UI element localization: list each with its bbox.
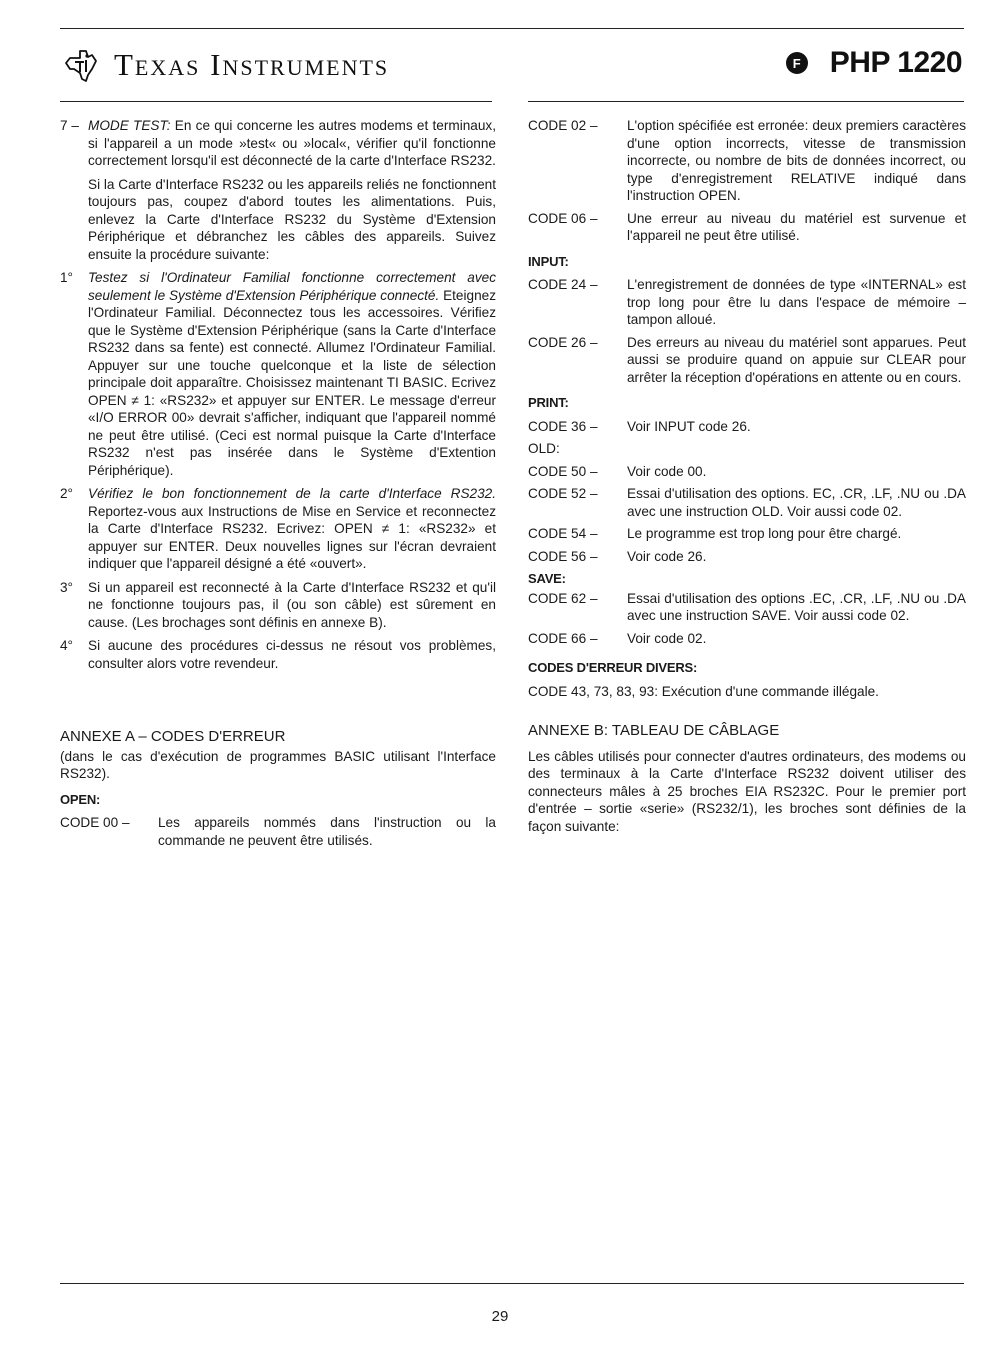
step-2-text (88, 485, 496, 573)
step-1-number: 1° (60, 270, 73, 285)
open-heading: OPEN: (60, 791, 101, 807)
language-badge: F (786, 52, 808, 74)
step-2-lead: Vérifiez le bon fonctionnement de la carte d'Interface RS232. (88, 486, 496, 501)
step-3-text: Si un appareil est reconnecté à la Carte d'Interface RS232 et qu'il ne fonctionne toujours pas, il (ou son câble) est sûrement en cause. (Les brochages sont définis en annexe B). (88, 579, 496, 630)
code-62-label: CODE 62 – (528, 590, 598, 606)
code-06-description: Une erreur au niveau du matériel est survenue et l'appareil ne peut être utilisé. (627, 210, 966, 243)
annexe-b-title: ANNEXE B: TABLEAU DE CÂBLAGE (528, 722, 780, 739)
code-52-description: Essai d'utilisation des options. EC, .CR, .LF, .NU ou .DA avec une instruction OLD. Voir aussi code 02. (627, 486, 966, 519)
old-heading: OLD: (528, 441, 560, 456)
header-rule-left (60, 101, 492, 102)
code-24-row (528, 276, 966, 329)
code-66-label: CODE 66 – (528, 630, 598, 646)
step-4-number: 4° (60, 638, 73, 653)
item-7-paragraph-2: Si la Carte d'Interface RS232 ou les appareils reliés ne fonctionnent toujours pas, coupez d'abord toutes les alimentations. Puis, enlevez la Carte d'Interface RS232 du Système d'Extension Périphérique et débranchez les câbles des appareils. Suivez ensuite la procédure suivante: (88, 176, 496, 262)
item-7-lead: MODE TEST: (88, 118, 171, 133)
code-36-description: Voir INPUT code 26. (627, 418, 751, 434)
code-24-description: L'enregistrement de données de type «INTERNAL» est trop long pour être lu dans l'espace de mémoire – tampon alloué. (627, 277, 966, 327)
code-62-description: Essai d'utilisation des options .EC, .CR, .LF, .NU ou .DA avec une instruction SAVE. Voir aussi code 02. (627, 590, 966, 623)
step-4-text: Si aucune des procédures ci-dessus ne résout vos problèmes, consulter alors votre revendeur. (88, 638, 496, 671)
code-02-label: CODE 02 – (528, 118, 598, 133)
print-heading: PRINT: (528, 395, 569, 410)
code-24-label: CODE 24 – (528, 277, 598, 292)
code-52-row (528, 485, 966, 520)
spacer (60, 678, 496, 728)
annexe-b-text: Les câbles utilisés pour connecter d'autres ordinateurs, des modems ou des terminaux à la Carte d'Interface RS232 doivent utiliser des connecteurs mâles à 25 broches EIA RS232C. Pour le premier port d'entrée – sortie «serie» (RS232/1), les broches sont définies de la façon suivante: (528, 748, 966, 834)
code-00-row (60, 814, 496, 849)
code-00-description: Les appareils nommés dans l'instruction ou la commande ne peuvent être utilisés. (158, 815, 496, 848)
footer-rule (60, 1283, 964, 1284)
step-1-text (88, 269, 496, 479)
code-50-label: CODE 50 – (528, 463, 598, 479)
code-54-label: CODE 54 – (528, 526, 598, 541)
left-column (60, 117, 496, 854)
annexe-a-title: ANNEXE A – CODES D'ERREUR (60, 728, 286, 745)
item-7-body: En ce qui concerne les autres modems et terminaux, si l'appareil a un mode »test« ou »local«, vérifier qu'il fonctionne correctement lorsqu'il est déconnecté de la carte d'Interface RS232. (88, 118, 496, 168)
item-7-text (88, 117, 496, 170)
step-2 (60, 485, 496, 573)
brand-name: Texas Instruments (114, 47, 390, 82)
code-66-description: Voir code 02. (627, 630, 707, 646)
code-50-description: Voir code 00. (627, 463, 707, 479)
code-66-row (528, 630, 966, 648)
step-1-lead: Testez si l'Ordinateur Familial fonctionne correctement avec seulement le Système d'Extension Périphérique connecté. (88, 270, 496, 303)
code-00-label: CODE 00 – (60, 815, 130, 830)
code-50-row (528, 463, 966, 481)
code-36-label: CODE 36 – (528, 418, 598, 434)
code-26-row (528, 334, 966, 387)
code-02-row (528, 117, 966, 205)
save-heading: SAVE: (528, 571, 566, 586)
model-number: PHP 1220 (829, 46, 962, 79)
step-1 (60, 269, 496, 479)
code-06-row (528, 210, 966, 245)
code-54-description: Le programme est trop long pour être chargé. (627, 526, 902, 541)
code-26-description: Des erreurs au niveau du matériel sont apparues. Peut aussi se produire quand on appuie sur CLEAR pour arrêter la réception d'opérations en attente ou en cours. (627, 334, 966, 385)
code-36-row (528, 418, 966, 436)
brand-header (62, 40, 389, 90)
input-heading: INPUT: (528, 253, 569, 269)
header-rule-right (528, 101, 964, 102)
code-52-label: CODE 52 – (528, 486, 598, 501)
step-2-body: Reportez-vous aux Instructions de Mise en Service et reconnectez la Carte d'Interface RS232. Ecrivez: OPEN ≠ 1: «RS232» et appuyer sur ENTER. Deux nouvelles lignes sur l'écran devraient indiquer que l'appareil désigné a été «ouvert». (88, 503, 496, 571)
code-26-label: CODE 26 – (528, 334, 598, 350)
item-7 (60, 117, 496, 170)
code-56-label: CODE 56 – (528, 548, 598, 564)
divers-heading: CODES D'ERREUR DIVERS: (528, 660, 698, 675)
step-3-number: 3° (60, 579, 73, 595)
annexe-a-intro: (dans le cas d'exécution de programmes BASIC utilisant l'Interface RS232). (60, 748, 496, 781)
top-rule (60, 28, 964, 29)
step-2-number: 2° (60, 486, 73, 501)
code-06-label: CODE 06 – (528, 210, 598, 226)
spacer (528, 704, 966, 722)
step-3 (60, 579, 496, 632)
step-1-body: Eteignez l'Ordinateur Familial. Déconnectez tous les accessoires. Vérifiez que le Système d'Extension Périphérique (sans la Carte d'Interface RS232 dans sa fente) est connecté. Allumez l'Ordinateur Familial. Appuyer sur une touche quelconque et la liste de sélection principale doit apparaître. Choisissez maintenant TI BASIC. Ecrivez OPEN ≠ 1: «RS232» et appuyer sur ENTER. Le message d'erreur «I/O ERROR 00» devrait s'afficher, indiquant que l'appareil nommé ne peut être utilisé. (Ceci est normal puisque la Carte d'Interface RS232 n'est pas insérée dans le Système d'Extention Périphérique). (88, 287, 496, 478)
divers-text: CODE 43, 73, 83, 93: Exécution d'une commande illégale. (528, 683, 879, 699)
model-header (786, 46, 962, 80)
page-number: 29 (491, 1308, 509, 1325)
code-56-row (528, 548, 966, 566)
right-column (528, 117, 966, 839)
item-7-number: 7 – (60, 118, 79, 133)
code-02-description: L'option spécifiée est erronée: deux premiers caractères d'une option incorrects, vitesse de transmission incorrecte, ou nombre de bits de données incorrect, ou type d'enregistrement RELATIVE indiqué dans l'instruction OPEN. (627, 118, 966, 203)
code-54-row (528, 525, 966, 543)
code-56-description: Voir code 26. (627, 548, 707, 564)
ti-logo-icon (62, 45, 102, 85)
code-62-row (528, 590, 966, 625)
step-4 (60, 637, 496, 672)
